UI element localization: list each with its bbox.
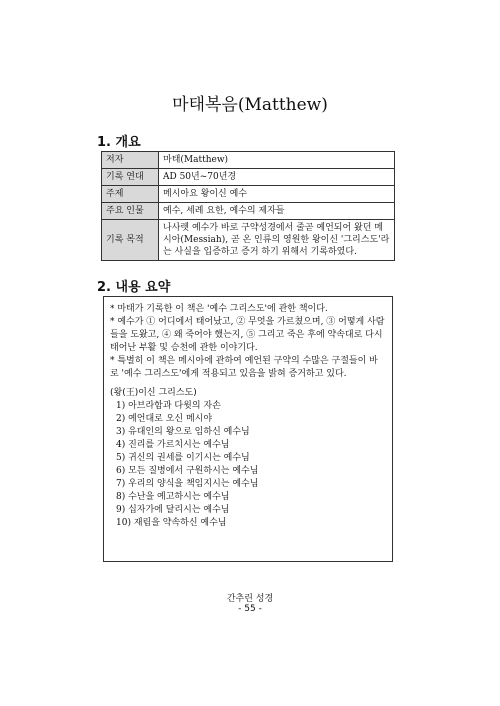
list-item: 9) 십자가에 달리시는 예수님 (116, 505, 230, 515)
list-item: 7) 우리의 양식을 책임지시는 예수님 (116, 479, 259, 489)
row-key: 저자 (102, 152, 159, 169)
list-item: 5) 귀신의 권세를 이기시는 예수님 (116, 453, 250, 463)
overview-table (101, 151, 395, 261)
list-item: 2) 예언대로 오신 메시야 (116, 414, 213, 424)
row-value: 메시아요 왕이신 예수 (159, 186, 395, 203)
page-number: - 55 - (238, 604, 262, 614)
row-value: 예수, 세례 요한, 예수의 제자들 (159, 203, 395, 220)
list-item: 3) 유대인의 왕으로 임하신 예수님 (116, 427, 250, 437)
list-item: 1) 아브라함과 다윗의 자손 (116, 401, 221, 411)
row-key: 주요 인물 (102, 203, 159, 220)
table-row (102, 203, 395, 220)
list-item: 6) 모든 질병에서 구원하시는 예수님 (116, 466, 259, 476)
summary-box (103, 296, 393, 562)
table-row (102, 186, 395, 203)
table-row (102, 152, 395, 169)
row-value: 마태(Matthew) (159, 152, 395, 169)
page-title: 마태복음(Matthew) (172, 95, 328, 115)
summary-paragraph: * 예수가 ① 어디에서 태어났고, ② 무엇을 가르쳤으며, ③ 어떻게 사람들을 도왔고, ④ 왜 죽어야 했는지, ⑤ 그리고 죽은 후에 약속대로 다시 태어난 부활 및 승천에 관한 이야기다. (110, 317, 385, 353)
table-row (102, 220, 395, 261)
summary-paragraph: * 특별히 이 책은 메시아에 관하여 예언된 구약의 수많은 구절들이 바로 '예수 그리스도'에게 적용되고 있음을 밝혀 증거하고 있다. (110, 356, 378, 379)
section-heading-overview: 1. 개요 (97, 135, 141, 150)
row-key: 기록 목적 (102, 220, 159, 261)
row-value: AD 50년~70년경 (159, 169, 395, 186)
row-value: 나사렛 예수가 바로 구약성경에서 줄곧 예언되어 왔던 메시아(Messiah), 곧 온 인류의 영원한 왕이신 '그리스도'라는 사실을 입증하고 증거 하기 위해서 기록하였다. (159, 220, 395, 261)
list-item: 4) 진리를 가르치시는 예수님 (116, 440, 230, 450)
row-key: 주제 (102, 186, 159, 203)
section-heading-summary: 2. 내용 요약 (97, 280, 171, 295)
row-key: 기록 연대 (102, 169, 159, 186)
list-item: 8) 수난을 예고하시는 예수님 (116, 492, 230, 502)
list-heading: (왕(王)이신 그리스도) (110, 388, 197, 398)
footer-book-title: 간추린 성경 (226, 594, 274, 604)
list-item: 10) 재림을 약속하신 예수님 (116, 518, 227, 528)
table-row (102, 169, 395, 186)
summary-paragraph: * 마태가 기록한 이 책은 '예수 그리스도'에 관한 책이다. (110, 304, 328, 314)
themes-list (110, 400, 386, 530)
